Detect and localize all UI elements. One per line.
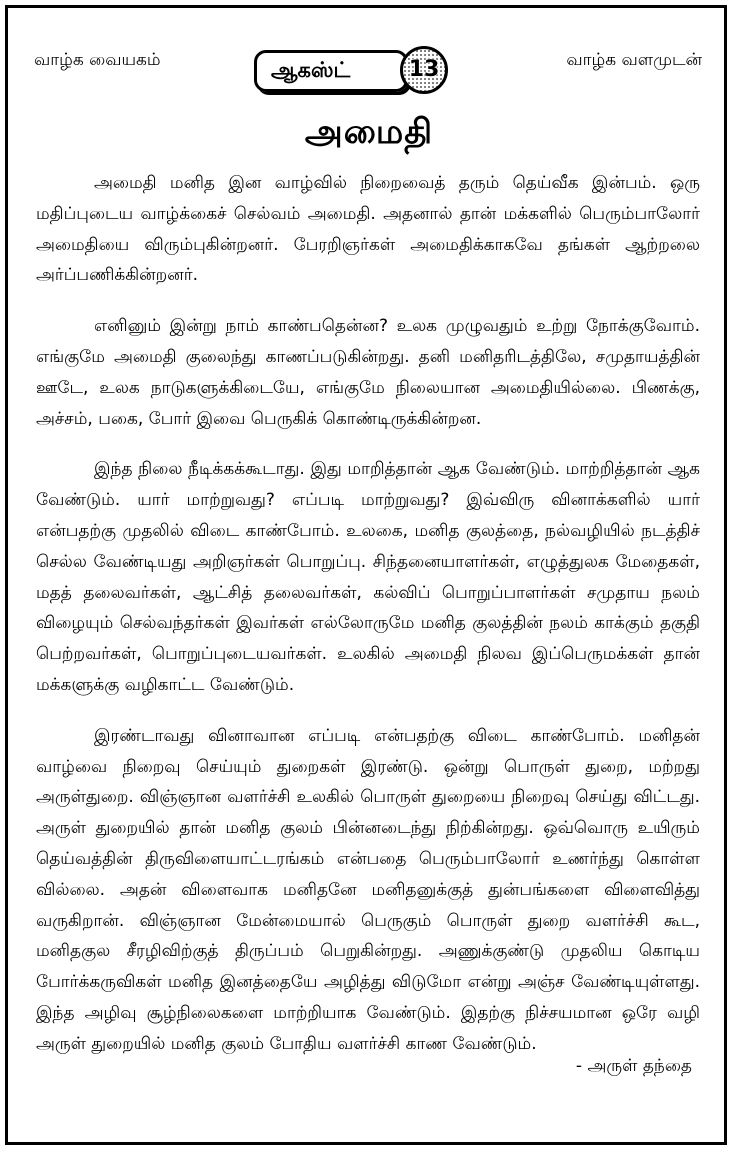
signature: - அருள் தந்தை [575, 1056, 692, 1076]
body-text [36, 168, 700, 1060]
paragraph-2: எனினும் இன்று நாம் காண்பதென்ன? உலக முழுவதும் உற்று நோக்குவோம். எங்குமே அமைதி குலைந்து காணப்படுகின்றது. தனி மனிதரிடத்திலே, சமுதாயத்தின் ஊடே, உலக நாடுகளுக்கிடையே, எங்குமே நிலையான அமைதியில்லை. பிணக்கு, அச்சம், பகை, போர் இவை பெருகிக் கொண்டிருக்கின்றன. [36, 316, 700, 429]
date-month: ஆகஸ்ட் [271, 58, 351, 82]
page-title: அமைதி [304, 112, 434, 152]
date-month-box [254, 50, 408, 92]
paragraph-4: இரண்டாவது வினாவான எப்படி என்பதற்கு விடை காண்போம். மனிதன் வாழ்வை நிறைவு செய்யும் துறைகள் இரண்டு. ஒன்று பொருள் துறை, மற்றது அருள்துறை. விஞ்ஞான வளர்ச்சி உலகில் பொருள் துறையை நிறைவு செய்து விட்டது. அருள் துறையில் தான் மனித குலம் பின்னடைந்து நிற்கின்றது. ஒவ்வொரு உயிரும் தெய்வத்தின் திருவிளையாட்டரங்கம் என்பதை பெரும்பாலோர் உணர்ந்து கொள்ள வில்லை. அதன் விளைவாக மனிதனே மனிதனுக்குத் துன்பங்களை விளைவித்து வருகிறான். விஞ்ஞான மேன்மையால் பெருகும் பொருள் துறை வளர்ச்சி கூட, மனிதகுல சீரழிவிற்குத் திருப்பம் பெறுகின்றது. அணுக்குண்டு முதலிய கொடிய போர்க்கருவிகள் மனித இனத்தையே அழித்து விடுமோ என்று அஞ்ச வேண்டியுள்ளது. இந்த அழிவு சூழ்நிலைகளை மாற்றியாக வேண்டும். இதற்கு நிச்சயமான ஒரே வழி அருள் துறையில் மனித குலம் போதிய வளர்ச்சி காண வேண்டும். [36, 725, 700, 1054]
page-header [0, 40, 738, 100]
paragraph-1: அமைதி மனித இன வாழ்வில் நிறைவைத் தரும் தெய்வீக இன்பம். ஒரு மதிப்புடைய வாழ்க்கைச் செல்வம் அமைதி. அதனால் தான் மக்களில் பெரும்பாலோர் அமைதியை விரும்புகின்றனர். பேரறிஞர்கள் அமைதிக்காகவே தங்கள் ஆற்றலை அர்ப்பணிக்கின்றனர். [36, 173, 700, 286]
header-left-motto: வாழ்க வையகம் [34, 50, 161, 70]
date-day: 13 [408, 57, 440, 82]
date-day-circle [400, 46, 448, 94]
header-right-motto: வாழ்க வளமுடன் [566, 50, 702, 70]
paragraph-3: இந்த நிலை நீடிக்கக்கூடாது. இது மாறித்தான் ஆக வேண்டும். மாற்றித்தான் ஆக வேண்டும். யார் மாற்றுவது? எப்படி மாற்றுவது? இவ்விரு வினாக்களில் யார் என்பதற்கு முதலில் விடை காண்போம். உலகை, மனித குலத்தை, நல்வழியில் நடத்திச் செல்ல வேண்டியது அறிஞர்கள் பொறுப்பு. சிந்தனையாளர்கள், எழுத்துலக மேதைகள், மதத் தலைவர்கள், ஆட்சித் தலைவர்கள், கல்விப் பொறுப்பாளர்கள் சமுதாய நலம் விழையும் செல்வந்தர்கள் இவர்கள் எல்லோருமே மனித குலத்தின் நலம் காக்கும் தகுதி பெற்றவர்கள், பொறுப்புடையவர்கள். உலகில் அமைதி நிலவ இப்பெருமக்கள் தான் மக்களுக்கு வழிகாட்ட வேண்டும். [36, 459, 700, 695]
